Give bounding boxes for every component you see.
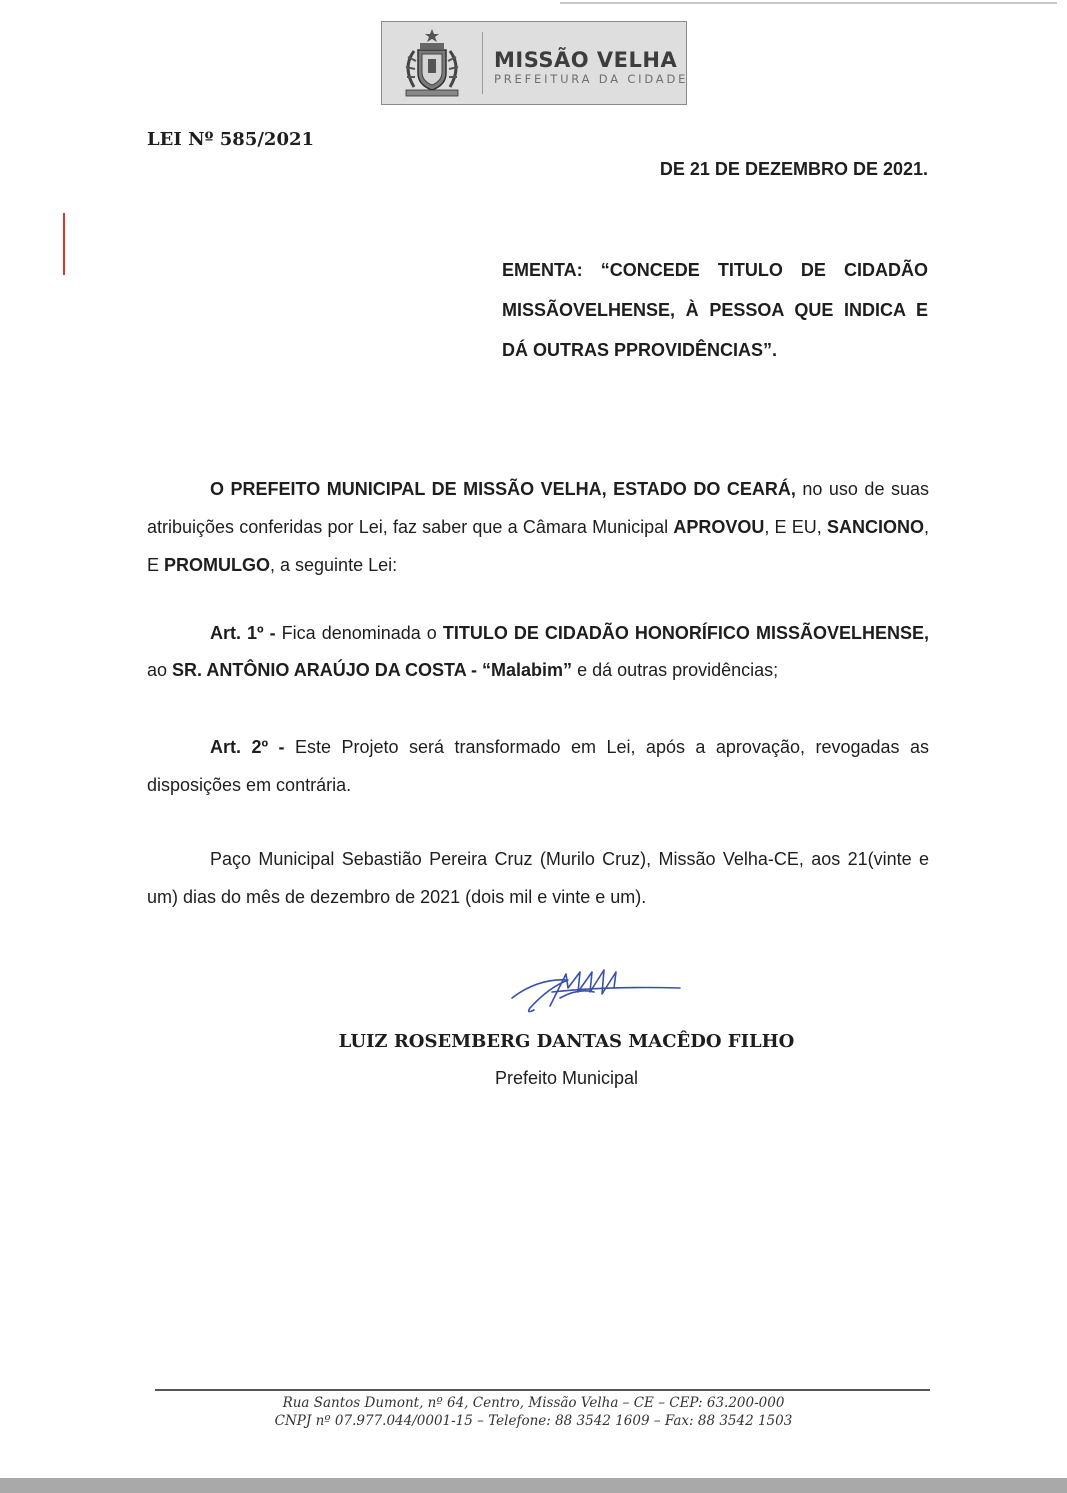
logo-subtitle: PREFEITURA DA CIDADE: [494, 72, 689, 86]
article-2-label: Art. 2º -: [210, 737, 285, 757]
article-1-label: Art. 1º -: [210, 623, 276, 643]
footer-divider: [155, 1389, 930, 1391]
law-date: DE 21 DE DEZEMBRO DE 2021.: [659, 159, 928, 179]
intro-text-3: , E: [147, 517, 930, 575]
intro-bold-1: O PREFEITO MUNICIPAL DE MISSÃO VELHA, ESTADO DO CEARÁ,: [210, 479, 796, 499]
footer-address: Rua Santos Dumont, nº 64, Centro, Missão Velha – CE – CEP: 63.200-000: [282, 1395, 785, 1411]
margin-mark: [63, 213, 65, 275]
intro-text-1: no uso de suas atribuições conferidas por Lei, faz saber que a Câmara Municipal: [147, 479, 929, 537]
scan-bottom-band: [0, 1478, 1067, 1493]
ementa: EMENTA: “CONCEDE TITULO DE CIDADÃO MISSÃOVELHENSE, À PESSOA QUE INDICA E DÁ OUTRAS PPROVIDÊNCIAS”.: [502, 260, 928, 360]
intro-bold-4: PROMULGO: [164, 555, 271, 575]
intro-text-2: , E EU,: [764, 517, 827, 537]
logo-divider: [482, 32, 483, 94]
coat-of-arms-icon: [394, 27, 470, 99]
signer-name: LUIZ ROSEMBERG DANTAS MACÊDO FILHO: [338, 1031, 795, 1052]
intro-paragraph: [147, 470, 929, 584]
closing-paragraph: Paço Municipal Sebastião Pereira Cruz (Murilo Cruz), Missão Velha-CE, aos 21(vinte e um) dias do mês de dezembro de 2021 (dois mil e vinte e um).: [147, 849, 929, 907]
article-1-text-3: e dá outras providências;: [572, 660, 779, 680]
intro-bold-2: APROVOU: [673, 517, 765, 537]
intro-text-4: , a seguinte Lei:: [270, 555, 398, 575]
intro-bold-3: SANCIONO: [826, 517, 924, 537]
signature: [508, 958, 684, 1020]
article-1-honoree: SR. ANTÔNIO ARAÚJO DA COSTA - “Malabim”: [172, 660, 573, 680]
city-logo: [381, 21, 687, 105]
article-2: [147, 728, 929, 804]
logo-title: MISSÃO VELHA: [494, 48, 678, 72]
scan-top-rule: [560, 2, 1057, 4]
article-1: [147, 615, 929, 689]
article-1-title: TITULO DE CIDADÃO HONORÍFICO MISSÃOVELHENSE,: [442, 623, 929, 643]
article-1-text-2: ao: [147, 660, 173, 680]
law-number: LEI Nº 585/2021: [147, 129, 315, 150]
footer-contacts: CNPJ nº 07.977.044/0001-15 – Telefone: 88 3542 1609 – Fax: 88 3542 1503: [274, 1413, 793, 1429]
signer-title: Prefeito Municipal: [494, 1068, 639, 1088]
article-2-text: Este Projeto será transformado em Lei, após a aprovação, revogadas as disposições em contrária.: [147, 737, 929, 795]
article-1-text-1: Fica denominada o: [275, 623, 443, 643]
